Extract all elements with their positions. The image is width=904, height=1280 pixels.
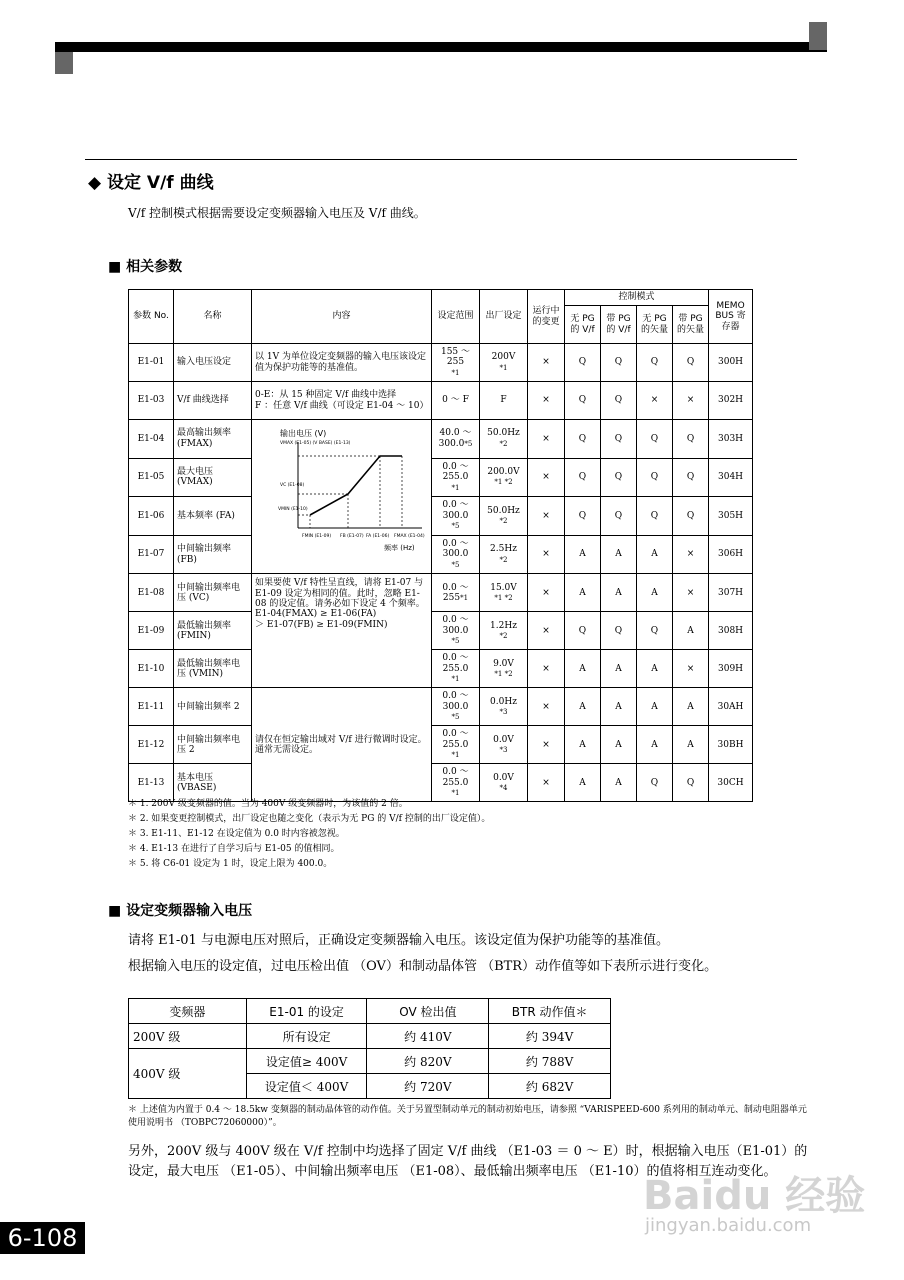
watermark-logo: Baidu 经验 bbox=[643, 1173, 866, 1219]
vc-label: VC (E1-08) bbox=[280, 483, 305, 488]
vf-curve-line bbox=[310, 456, 402, 515]
section-title: ◆ 设定 V/f 曲线 bbox=[88, 173, 214, 193]
param-no: E1-05 bbox=[129, 458, 174, 497]
param-mode: A bbox=[565, 574, 601, 612]
vmax-label: VMAX (E1-05) (V BASE) (E1-13) bbox=[280, 441, 351, 446]
param-register: 30AH bbox=[709, 688, 753, 726]
table-footnotes bbox=[128, 797, 490, 872]
param-mode: A bbox=[565, 650, 601, 688]
param-mode: Q bbox=[637, 344, 673, 382]
param-default: 15.0V *1 *2 bbox=[480, 574, 528, 612]
param-register: 305H bbox=[709, 497, 753, 536]
param-range: 0.0 ～ 255*1 bbox=[432, 574, 480, 612]
param-mode: Q bbox=[601, 497, 637, 536]
param-mode: Q bbox=[601, 458, 637, 497]
page-number: 6-108 bbox=[0, 1222, 85, 1254]
fa-label: FA (E1-06) bbox=[366, 534, 390, 539]
param-mode: A bbox=[601, 574, 637, 612]
param-default: 200V *1 bbox=[480, 344, 528, 382]
param-mode: Q bbox=[637, 612, 673, 650]
corner-marker-right bbox=[809, 22, 827, 50]
param-mode: Q bbox=[565, 458, 601, 497]
related-params-heading: ■ 相关参数 bbox=[108, 259, 183, 275]
input-voltage-p2: 根据输入电压的设定值，过电压检出值 （OV）和制动晶体管 （BTR）动作值等如下表所示进行变化。 bbox=[128, 959, 718, 974]
param-name: V/f 曲线选择 bbox=[174, 382, 252, 420]
watermark-url: jingyan.baidu.com bbox=[645, 1215, 812, 1236]
vt-header-btr: BTR 动作值＊ bbox=[489, 999, 611, 1024]
param-mode: Q bbox=[673, 344, 709, 382]
footnote-2: ＊ 2. 如果变更控制模式，出厂设定也随之变化（表示为无 PG 的 V/f 控制的出厂设定值）。 bbox=[128, 814, 491, 824]
param-change: × bbox=[528, 650, 565, 688]
param-content: 0-E：从 15 种固定 V/f 曲线中选择 F ：任意 V/f 曲线（可设定 E1-04 ～ 10） bbox=[252, 382, 432, 420]
vt-setting: 设定值≥ 400V bbox=[246, 1049, 367, 1074]
param-register: 309H bbox=[709, 650, 753, 688]
footnote-4: ＊ 4. E1-13 在进行了自学习后与 E1-05 的值相同。 bbox=[128, 844, 340, 854]
param-mode: Q bbox=[565, 612, 601, 650]
table-row bbox=[129, 420, 753, 459]
param-no: E1-11 bbox=[129, 688, 174, 726]
param-mode: A bbox=[565, 688, 601, 726]
param-name: 最高输出频率 (FMAX) bbox=[174, 420, 252, 459]
header-mode-1: 无 PG 的 V/f bbox=[565, 306, 601, 344]
param-name: 中间输出频率 (FB) bbox=[174, 535, 252, 574]
param-range: 155 ～ 255 *1 bbox=[432, 344, 480, 382]
param-name: 输入电压设定 bbox=[174, 344, 252, 382]
header-no: 参数 No. bbox=[129, 290, 174, 344]
param-register: 302H bbox=[709, 382, 753, 420]
intro-text: V/f 控制模式根据需要设定变频器输入电压及 V/f 曲线。 bbox=[128, 206, 426, 220]
param-change: × bbox=[528, 344, 565, 382]
param-default: 0.0V *3 bbox=[480, 726, 528, 764]
table-row bbox=[129, 726, 753, 764]
param-range: 0.0 ～ 300.0 *5 bbox=[432, 535, 480, 574]
param-no: E1-10 bbox=[129, 650, 174, 688]
param-default: 9.0V *1 *2 bbox=[480, 650, 528, 688]
table-row bbox=[129, 344, 753, 382]
vt-btr: 约 788V bbox=[489, 1049, 611, 1074]
header-mode-4: 带 PG 的矢量 bbox=[673, 306, 709, 344]
table-row bbox=[129, 382, 753, 420]
param-register: 308H bbox=[709, 612, 753, 650]
voltage-table-note: ＊ 上述值为内置于 0.4 ～ 18.5kw 变频器的制动晶体管的动作值。关于另置型制动单元的制动初始电压，请参照 “VARISPEED-600 系列用的制动单元、制动电阻器单元使用说明书 （TOBPC72060000）”。 bbox=[128, 1105, 807, 1128]
param-register: 304H bbox=[709, 458, 753, 497]
param-range: 0.0 ～ 255.0 *1 bbox=[432, 458, 480, 497]
vt-header-inverter: 变频器 bbox=[129, 999, 247, 1024]
param-no: E1-06 bbox=[129, 497, 174, 536]
table-row bbox=[129, 612, 753, 650]
vf-curve-graph bbox=[252, 420, 430, 570]
vt-setting: 设定值＜ 400V bbox=[246, 1074, 367, 1099]
param-mode: Q bbox=[673, 458, 709, 497]
param-change: × bbox=[528, 382, 565, 420]
param-no: E1-03 bbox=[129, 382, 174, 420]
param-mode: Q bbox=[565, 497, 601, 536]
vt-class: 200V 级 bbox=[129, 1024, 247, 1049]
header-memobus: MEMO BUS 寄存器 bbox=[709, 290, 753, 344]
param-register: 307H bbox=[709, 574, 753, 612]
param-mode: Q bbox=[673, 497, 709, 536]
table-row bbox=[129, 688, 753, 726]
vt-ov: 约 820V bbox=[367, 1049, 489, 1074]
graph-xlabel: 频率 (Hz) bbox=[384, 544, 415, 552]
param-mode: × bbox=[673, 382, 709, 420]
param-name: 最大电压 (VMAX) bbox=[174, 458, 252, 497]
param-mode: A bbox=[565, 535, 601, 574]
param-mode: × bbox=[673, 535, 709, 574]
param-register: 303H bbox=[709, 420, 753, 459]
param-default: 2.5Hz *2 bbox=[480, 535, 528, 574]
param-mode: A bbox=[673, 612, 709, 650]
param-default: 0.0V *4 bbox=[480, 764, 528, 802]
param-change: × bbox=[528, 764, 565, 802]
param-mode: A bbox=[601, 726, 637, 764]
graph-ylabel: 输出电压 (V) bbox=[280, 429, 327, 438]
vt-class: 400V 级 bbox=[129, 1049, 247, 1099]
param-range: 0.0 ～ 300.0 *5 bbox=[432, 612, 480, 650]
param-no: E1-09 bbox=[129, 612, 174, 650]
param-default: 200.0V *1 *2 bbox=[480, 458, 528, 497]
param-change: × bbox=[528, 574, 565, 612]
param-mode: A bbox=[637, 688, 673, 726]
table-row bbox=[129, 497, 753, 536]
voltage-table bbox=[128, 998, 611, 1099]
corner-marker-left bbox=[55, 52, 73, 74]
table-row bbox=[129, 650, 753, 688]
param-default: F bbox=[480, 382, 528, 420]
input-voltage-heading: ■ 设定变频器输入电压 bbox=[108, 903, 253, 919]
param-no: E1-04 bbox=[129, 420, 174, 459]
param-change: × bbox=[528, 497, 565, 536]
param-change: × bbox=[528, 535, 565, 574]
header-bar bbox=[55, 42, 827, 52]
param-mode: × bbox=[673, 650, 709, 688]
param-name: 中间输出频率电压 2 bbox=[174, 726, 252, 764]
param-range: 0.0 ～ 300.0 *5 bbox=[432, 688, 480, 726]
header-range: 设定范围 bbox=[432, 290, 480, 344]
param-name: 最低输出频率 (FMIN) bbox=[174, 612, 252, 650]
footnote-3: ＊ 3. E1-11、E1-12 在设定值为 0.0 时内容被忽视。 bbox=[128, 829, 345, 839]
section-rule bbox=[85, 159, 797, 160]
param-mode: Q bbox=[601, 344, 637, 382]
input-voltage-p1: 请将 E1-01 与电源电压对照后，正确设定变频器输入电压。该设定值为保护功能等的基准值。 bbox=[128, 933, 669, 948]
param-mode: A bbox=[601, 688, 637, 726]
param-content: 请仅在恒定输出域对 V/f 进行微调时设定。通常无需设定。 bbox=[252, 688, 432, 802]
param-mode: A bbox=[601, 764, 637, 802]
param-no: E1-12 bbox=[129, 726, 174, 764]
param-mode: Q bbox=[637, 458, 673, 497]
param-mode: Q bbox=[637, 764, 673, 802]
param-mode: A bbox=[673, 726, 709, 764]
table-row bbox=[129, 535, 753, 574]
param-mode: A bbox=[565, 764, 601, 802]
table-row bbox=[129, 574, 753, 612]
param-no: E1-13 bbox=[129, 764, 174, 802]
param-mode: A bbox=[601, 650, 637, 688]
vt-ov: 约 720V bbox=[367, 1074, 489, 1099]
header-name: 名称 bbox=[174, 290, 252, 344]
fmin-label: FMIN (E1-09) bbox=[302, 534, 332, 539]
footnote-5: ＊ 5. 将 C6-01 设定为 1 时，设定上限为 400.0。 bbox=[128, 859, 333, 869]
table-row bbox=[129, 1049, 611, 1074]
header-mode-2: 带 PG 的 V/f bbox=[601, 306, 637, 344]
param-change: × bbox=[528, 612, 565, 650]
vmin-label: VMIN (E1-10) bbox=[278, 507, 308, 512]
vt-btr: 约 394V bbox=[489, 1024, 611, 1049]
parameter-table bbox=[128, 289, 753, 802]
vf-graph-cell bbox=[252, 420, 432, 574]
param-mode: A bbox=[565, 726, 601, 764]
table-row bbox=[129, 1024, 611, 1049]
param-change: × bbox=[528, 726, 565, 764]
param-mode: Q bbox=[601, 420, 637, 459]
param-mode: Q bbox=[673, 420, 709, 459]
param-range: 40.0 ～ 300.0*5 bbox=[432, 420, 480, 459]
param-register: 30CH bbox=[709, 764, 753, 802]
vt-setting: 所有设定 bbox=[246, 1024, 367, 1049]
header-change: 运行中的变更 bbox=[528, 290, 565, 344]
param-mode: Q bbox=[565, 382, 601, 420]
param-mode: Q bbox=[601, 612, 637, 650]
param-mode: Q bbox=[673, 764, 709, 802]
param-no: E1-08 bbox=[129, 574, 174, 612]
header-default: 出厂设定 bbox=[480, 290, 528, 344]
param-content: 以 1V 为单位设定变频器的输入电压该设定值为保护功能等的基准值。 bbox=[252, 344, 432, 382]
header-content: 内容 bbox=[252, 290, 432, 344]
vt-btr: 约 682V bbox=[489, 1074, 611, 1099]
param-range: 0.0 ～ 255.0 *1 bbox=[432, 726, 480, 764]
param-change: × bbox=[528, 688, 565, 726]
param-no: E1-07 bbox=[129, 535, 174, 574]
param-mode: A bbox=[637, 574, 673, 612]
vt-header-setting: E1-01 的设定 bbox=[246, 999, 367, 1024]
param-range: 0.0 ～ 255.0 *1 bbox=[432, 650, 480, 688]
closing-paragraph: 另外，200V 级与 400V 级在 V/f 控制中均选择了固定 V/f 曲线 （E1-03 ＝ 0 ～ E）时，根据输入电压（E1-01）的设定，最大电压 （E1-05）、中间输出频率电压 （E1-08）、最低输出频率电压 （E1-10）的值将相互连动变化。 bbox=[128, 1144, 808, 1179]
param-mode: A bbox=[601, 535, 637, 574]
param-default: 1.2Hz *2 bbox=[480, 612, 528, 650]
param-mode: × bbox=[637, 382, 673, 420]
param-mode: A bbox=[673, 688, 709, 726]
param-register: 300H bbox=[709, 344, 753, 382]
param-mode: Q bbox=[565, 344, 601, 382]
param-mode: Q bbox=[565, 420, 601, 459]
param-name: 基本频率 (FA) bbox=[174, 497, 252, 536]
table-row bbox=[129, 458, 753, 497]
param-name: 中间输出频率电压 (VC) bbox=[174, 574, 252, 612]
fb-label: FB (E1-07) bbox=[340, 534, 364, 539]
param-mode: A bbox=[637, 650, 673, 688]
param-mode: Q bbox=[637, 420, 673, 459]
param-change: × bbox=[528, 420, 565, 459]
param-mode: × bbox=[673, 574, 709, 612]
param-no: E1-01 bbox=[129, 344, 174, 382]
param-name: 最低输出频率电压 (VMIN) bbox=[174, 650, 252, 688]
param-default: 50.0Hz *2 bbox=[480, 497, 528, 536]
param-mode: Q bbox=[601, 382, 637, 420]
param-name: 基本电压 (VBASE) bbox=[174, 764, 252, 802]
param-default: 0.0Hz *3 bbox=[480, 688, 528, 726]
footnote-1: ＊ 1. 200V 级变频器的值。当为 400V 级变频器时，为该值的 2 倍。 bbox=[128, 799, 408, 809]
param-register: 30BH bbox=[709, 726, 753, 764]
param-mode: A bbox=[637, 726, 673, 764]
param-range: 0 ～ F bbox=[432, 382, 480, 420]
param-range: 0.0 ～ 255.0 *1 bbox=[432, 764, 480, 802]
input-voltage-text bbox=[128, 928, 717, 980]
param-default: 50.0Hz *2 bbox=[480, 420, 528, 459]
param-content: 如果要使 V/f 特性呈直线，请将 E1-07 与 E1-09 设定为相同的值。此时，忽略 E1-08 的设定值。请务必如下设定 4 个频率。 E1-04(FMAX) ≥ E1-06(FA) ＞ E1-07(FB) ≥ E1-09(FMIN) bbox=[252, 574, 432, 688]
param-range: 0.0 ～ 300.0 *5 bbox=[432, 497, 480, 536]
param-mode: A bbox=[637, 535, 673, 574]
header-control-mode: 控制模式 bbox=[565, 290, 709, 306]
vt-header-ov: OV 检出值 bbox=[367, 999, 489, 1024]
param-register: 306H bbox=[709, 535, 753, 574]
header-mode-3: 无 PG 的矢量 bbox=[637, 306, 673, 344]
param-name: 中间输出频率 2 bbox=[174, 688, 252, 726]
param-change: × bbox=[528, 458, 565, 497]
vt-ov: 约 410V bbox=[367, 1024, 489, 1049]
fmax-label: FMAX (E1-04) bbox=[394, 534, 425, 539]
param-mode: Q bbox=[637, 497, 673, 536]
